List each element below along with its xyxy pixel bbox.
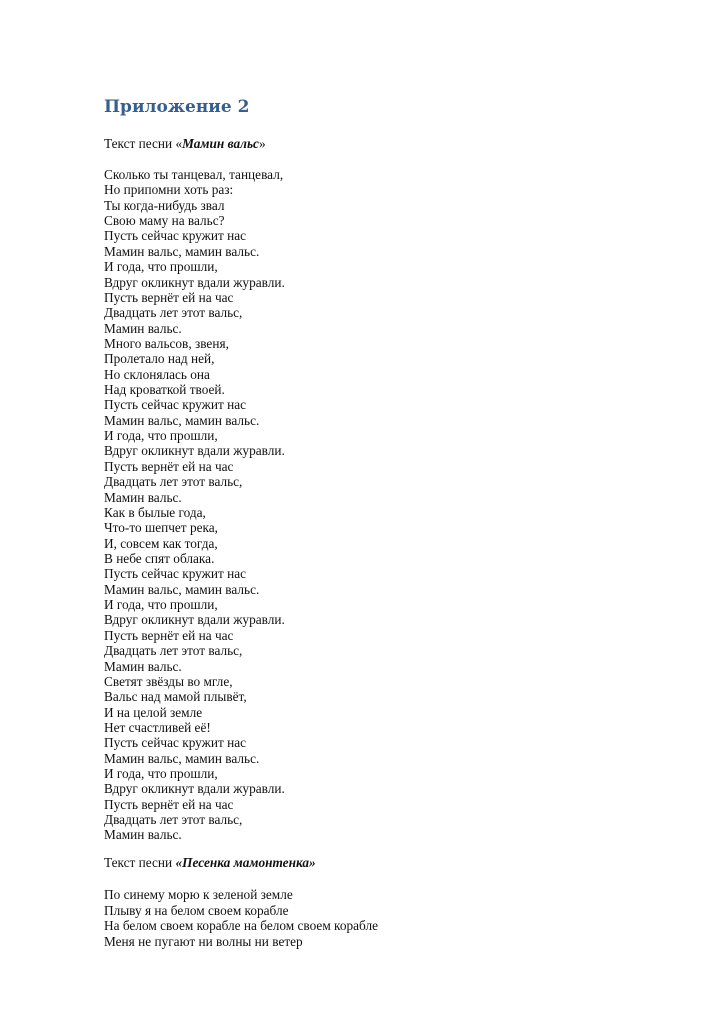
lyric-line: Мамин вальс. — [104, 658, 182, 674]
lyric-line: Двадцать лет этот вальс, — [104, 305, 243, 321]
lyric-line: Светят звёзды во мгле, — [104, 673, 233, 689]
lyric-line: Мамин вальс. — [104, 827, 182, 843]
lyric-line: И, совсем как тогда, — [104, 535, 218, 551]
lyric-line: Вдруг окликнут вдали журавли. — [104, 781, 285, 797]
lyric-line: Мамин вальс. — [104, 489, 182, 505]
lyric-line: Двадцать лет этот вальс, — [104, 643, 243, 659]
lyric-line: Вдруг окликнут вдали журавли. — [104, 274, 285, 290]
lyric-line: Как в былые года, — [104, 504, 206, 520]
lyric-line: Нет счастливей её! — [104, 719, 211, 735]
lyric-line: На белом своем корабле на белом своем корабле — [104, 918, 379, 933]
lyric-line: Пусть вернёт ей на час — [104, 289, 234, 305]
song-1-caption — [104, 136, 266, 152]
song-1-lyrics — [104, 167, 285, 843]
song-2-caption — [104, 855, 316, 871]
lyric-line: Мамин вальс. — [104, 320, 182, 336]
lyric-line: Пролетало над ней, — [104, 351, 215, 367]
song-1-caption-prefix: Текст песни « — [104, 136, 183, 151]
lyric-line: Пусть вернёт ей на час — [104, 627, 234, 643]
song-2-caption-prefix: Текст песни — [104, 855, 176, 870]
lyric-line: Ты когда-нибудь звал — [104, 197, 225, 213]
lyric-line: Пусть сейчас кружит нас — [104, 228, 247, 244]
lyric-line: Вальс над мамой плывёт, — [104, 689, 247, 705]
lyric-line: Что-то шепчет река, — [104, 520, 218, 536]
lyric-line: Двадцать лет этот вальс, — [104, 812, 243, 828]
lyric-line: Пусть вернёт ей на час — [104, 458, 234, 474]
lyric-line: Но склонялась она — [104, 366, 210, 382]
lyric-line: Мамин вальс, мамин вальс. — [104, 412, 260, 428]
lyric-line: И года, что прошли, — [104, 766, 218, 782]
lyric-line: Много вальсов, звеня, — [104, 335, 229, 351]
lyric-line: Мамин вальс, мамин вальс. — [104, 750, 260, 766]
lyric-line: Свою маму на вальс? — [104, 213, 225, 229]
song-2-lyrics — [104, 887, 378, 949]
lyric-line: И года, что прошли, — [104, 597, 218, 613]
lyric-line: Вдруг окликнут вдали журавли. — [104, 443, 285, 459]
song-2-title: «Песенка мамонтенка» — [175, 855, 316, 870]
lyric-line: Сколько ты танцевал, танцевал, — [104, 167, 284, 182]
lyric-line: Пусть вернёт ей на час — [104, 796, 234, 812]
lyric-line: Пусть сейчас кружит нас — [104, 566, 247, 582]
lyric-line: Мамин вальс, мамин вальс. — [104, 581, 260, 597]
lyric-line: Но припомни хоть раз: — [104, 182, 234, 198]
lyric-line: Мамин вальс, мамин вальс. — [104, 243, 260, 259]
lyric-line: Пусть сейчас кружит нас — [104, 735, 247, 751]
song-1-caption-suffix: » — [258, 136, 266, 151]
appendix-heading: Приложение 2 — [104, 97, 250, 117]
song-1-title: Мамин вальс — [182, 136, 259, 151]
lyric-line: Плыву я на белом своем корабле — [104, 902, 289, 918]
lyric-line: И на целой земле — [104, 704, 203, 720]
lyric-line: И года, что прошли, — [104, 259, 218, 275]
lyric-line: Вдруг окликнут вдали журавли. — [104, 612, 285, 628]
lyric-line: По синему морю к зеленой земле — [104, 887, 293, 902]
lyric-line: Над кроваткой твоей. — [104, 382, 225, 398]
lyric-line: Пусть сейчас кружит нас — [104, 397, 247, 413]
lyric-line: И года, что прошли, — [104, 428, 218, 444]
lyric-line: Меня не пугают ни волны ни ветер — [104, 933, 303, 949]
lyric-line: Двадцать лет этот вальс, — [104, 474, 243, 490]
lyric-line: В небе спят облака. — [104, 550, 215, 566]
